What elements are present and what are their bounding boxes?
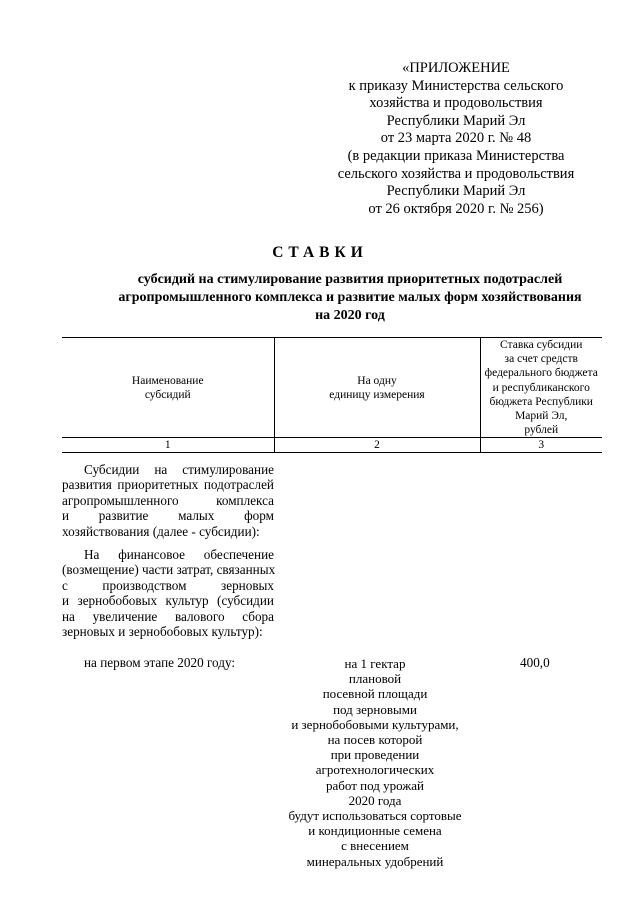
text-line: хозяйствования (далее - субсидии): xyxy=(62,523,260,539)
unit-line: посевной площади xyxy=(322,686,428,702)
document-subtitle xyxy=(60,271,640,325)
unit-line: 2020 года xyxy=(348,792,402,808)
text-line: агропромышленного комплекса xyxy=(62,492,274,508)
text-line: и зернобобовых культур (субсидии xyxy=(62,593,274,609)
text-line: (возмещение) части затрат, связанных xyxy=(62,562,276,578)
column-number: 1 xyxy=(62,438,274,453)
subtitle-line: на 2020 год xyxy=(315,308,385,323)
rate-value: 400,0 xyxy=(520,655,550,670)
column-header-name xyxy=(62,338,274,438)
stage-label: на первом этапе 2020 году: xyxy=(84,655,236,670)
unit-line: будут использоваться сортовые xyxy=(288,808,462,824)
annex-line: хозяйства и продовольствия xyxy=(369,95,543,112)
annex-line: (в редакции приказа Министерства xyxy=(347,147,565,164)
text-line: На финансовое обеспечение xyxy=(84,547,274,562)
header-line: субсидий xyxy=(144,388,191,401)
unit-line: плановой xyxy=(348,671,402,687)
annex-line: Республики Марий Эл xyxy=(386,112,526,129)
header-line: за счет средств xyxy=(504,353,578,366)
annex-line: сельского хозяйства и продовольствия xyxy=(337,165,575,182)
subtitle-line: субсидий на стимулирование развития приоритетных подотраслей xyxy=(137,272,563,287)
text-line: Субсидии на стимулирование xyxy=(84,462,274,477)
annex-line: к приказу Министерства сельского xyxy=(348,77,564,94)
text-line: и развитие малых форм xyxy=(62,508,274,524)
header-line: рублей xyxy=(524,424,559,437)
header-line: федерального бюджета xyxy=(484,367,598,380)
text-line: с производством зерновых xyxy=(62,577,274,593)
column-number: 2 xyxy=(274,438,480,453)
unit-line: с внесением xyxy=(341,838,409,854)
header-line: Наименование xyxy=(131,374,204,387)
text-line: зерновых и зернобобовых культур): xyxy=(62,624,263,640)
annex-header xyxy=(330,60,582,218)
unit-description xyxy=(275,656,475,869)
column-header-unit xyxy=(274,338,480,438)
unit-line: на 1 гектар xyxy=(344,656,406,671)
unit-line: и зернобобовыми культурами, xyxy=(291,716,459,732)
annex-line: от 26 октября 2020 г. № 256) xyxy=(368,200,544,217)
header-line: Марий Эл, xyxy=(515,410,568,423)
subtitle-line: агропромышленного комплекса и развитие малых форм хозяйствования xyxy=(118,290,582,305)
annex-line: от 23 марта 2020 г. № 48 xyxy=(380,130,532,147)
column-header-rate xyxy=(480,338,602,438)
rates-table xyxy=(62,337,602,453)
unit-line: при проведении xyxy=(330,747,420,763)
annex-line: «ПРИЛОЖЕНИЕ xyxy=(402,60,510,76)
header-line: бюджета Республики xyxy=(489,395,593,408)
header-line: На одну xyxy=(357,374,397,387)
text-line: развития приоритетных подотраслей xyxy=(62,477,274,493)
document-title: СТАВКИ xyxy=(272,244,368,261)
header-line: Ставка субсидии xyxy=(500,339,583,351)
unit-line: на посев которой xyxy=(327,732,423,748)
grain-subsidy-description xyxy=(62,547,274,639)
column-number: 3 xyxy=(480,438,602,453)
unit-line: под зерновыми xyxy=(333,701,417,717)
unit-line: работ под урожай xyxy=(326,777,424,793)
subsidies-intro xyxy=(62,462,274,539)
text-line: на увеличение валового сбора xyxy=(62,608,274,624)
unit-line: минеральных удобрений xyxy=(306,853,444,869)
unit-line: агротехнологических xyxy=(315,762,435,778)
annex-line: Республики Марий Эл xyxy=(386,183,526,200)
header-line: и республиканского xyxy=(492,381,590,394)
header-line: единицу измерения xyxy=(329,388,425,401)
unit-line: и кондиционные семена xyxy=(308,823,442,839)
